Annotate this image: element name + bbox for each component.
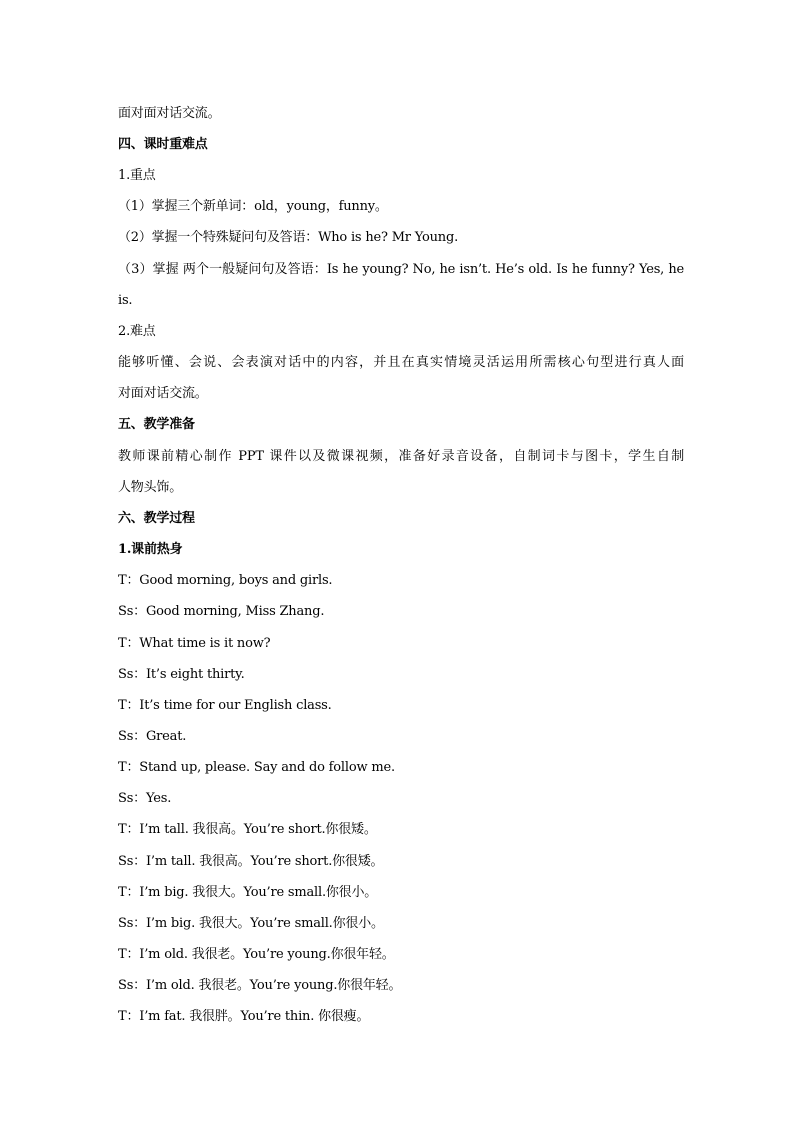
dialogue-line: T：I’m tall. 我很高。You’re short.你很矮。 [118,822,377,837]
dialogue-line: Ss：Good morning, Miss Zhang. [118,604,325,619]
preparation-paragraph: 教师课前精心制作 PPT 课件以及微课视频，准备好录音设备，自制词卡与图卡，学生自制 [118,449,684,464]
preparation-paragraph-continued: 人物头饰。 [118,480,183,495]
dialogue-line: T：What time is it now? [118,636,271,651]
section-heading-process: 六、教学过程 [118,511,195,526]
paragraph-continuation: 面对面对话交流。 [118,106,221,121]
dialogue-line: T：It’s time for our English class. [118,698,332,713]
subheading-warm-up: 1.课前热身 [118,542,183,557]
dialogue-line: T：Good morning, boys and girls. [118,573,333,588]
focus-item-3-continued: is. [118,293,133,308]
subheading-difficulty: 2.难点 [118,324,156,339]
dialogue-line: Ss：I’m old. 我很老。You’re young.你很年轻。 [118,978,402,993]
dialogue-line: T：I’m old. 我很老。You’re young.你很年轻。 [118,947,395,962]
subheading-focus: 1.重点 [118,168,156,183]
dialogue-line: Ss：It’s eight thirty. [118,667,245,682]
dialogue-line: Ss：Great. [118,729,187,744]
dialogue-line: T：I’m fat. 我很胖。You’re thin. 你很瘦。 [118,1009,370,1024]
difficulty-paragraph: 能够听懂、会说、会表演对话中的内容，并且在真实情境灵活运用所需核心句型进行真人面 [118,355,684,370]
dialogue-line: Ss：I’m tall. 我很高。You’re short.你很矮。 [118,854,384,869]
focus-item-3: （3）掌握 两个一般疑问句及答语：Is he young? No, he isn’t. He’s old. Is he funny? Yes, he [118,262,684,277]
focus-item-1: （1）掌握三个新单词：old，young，funny。 [118,199,388,214]
dialogue-line: T：I’m big. 我很大。You’re small.你很小。 [118,885,378,900]
focus-item-2: （2）掌握一个特殊疑问句及答语：Who is he? Mr Young. [118,230,459,245]
dialogue-line: Ss：I’m big. 我很大。You’re small.你很小。 [118,916,384,931]
section-heading-preparation: 五、教学准备 [118,417,195,432]
section-heading-key-points: 四、课时重难点 [118,137,208,152]
dialogue-line: Ss：Yes. [118,791,172,806]
difficulty-paragraph-continued: 对面对话交流。 [118,386,208,401]
dialogue-line: T：Stand up, please. Say and do follow me. [118,760,395,775]
